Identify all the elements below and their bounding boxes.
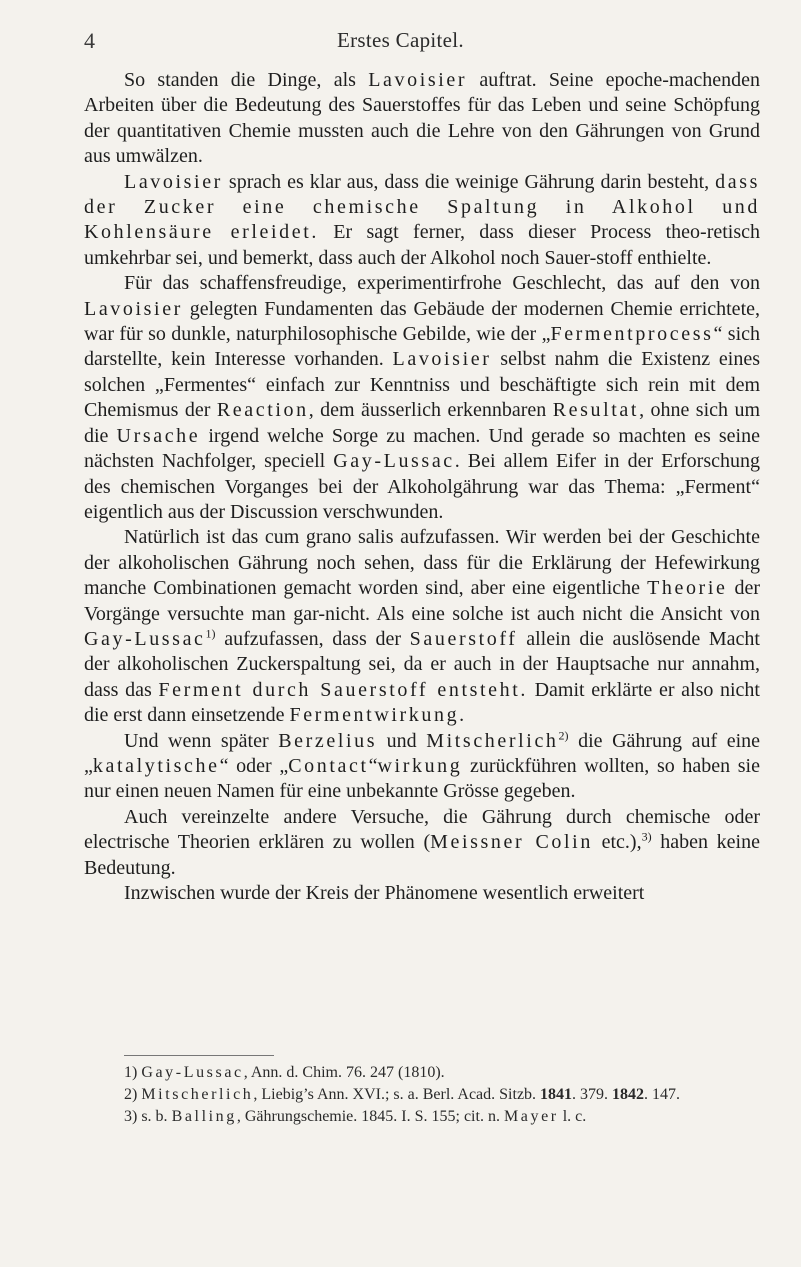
text-run: l. c. <box>558 1108 587 1125</box>
spaced-emphasis: Resultat <box>552 399 640 422</box>
footnote-ref: 3) <box>641 829 652 844</box>
spaced-emphasis: Lavoisier <box>84 297 183 320</box>
text-run: . 379. <box>572 1086 613 1103</box>
spaced-emphasis: dass der Zucker eine chemische Spaltung in Alkohol und Kohlensäure erleidet. <box>84 170 760 244</box>
spaced-emphasis: Sauerstoff <box>409 627 518 650</box>
spaced-emphasis: Mitscherlich <box>141 1086 254 1103</box>
text-run: Auch vereinzelte andere Versuche, die Gährung durch chemische oder electrische Theorien erklären zu wollen ( <box>84 805 760 854</box>
text-run: , dem äusserlich erkennbaren <box>308 399 553 422</box>
text-run: , ohne sich um die <box>84 399 760 447</box>
footnote-divider <box>124 1055 274 1056</box>
text-run: haben keine Bedeutung. <box>84 831 760 879</box>
text-run: sprach es klar aus, dass die weinige Gährung darin besteht, <box>222 170 716 193</box>
spaced-emphasis: Theorie <box>647 577 728 600</box>
paragraph <box>84 881 760 906</box>
spaced-emphasis: Ferment durch Sauerstoff entsteht. <box>158 678 528 701</box>
text-run: “ sich darstellte, kein Interesse vorhanden. <box>84 323 761 371</box>
text-run: So standen die Dinge, als <box>124 69 369 91</box>
paragraph <box>84 271 760 525</box>
text-run: auftrat. Seine epoche-machenden Arbeiten über die Bedeutung des Sauerstoffes für das Leben und seine Schöpfung der quantitativen Chemie mussten auch die Lehre von den Gährungen von Grund aus umwälzen. <box>84 69 760 168</box>
text-run: Damit erklärte er also nicht die erst dann einsetzende <box>84 678 760 727</box>
text-run: und <box>377 729 427 752</box>
text-run: , Ann. d. Chim. 76. 247 (1810). <box>243 1064 445 1081</box>
text-run: “ oder „ <box>219 754 289 777</box>
spaced-emphasis: Gay-Lussac <box>84 627 206 650</box>
text-run: Inzwischen wurde der Kreis der Phänomene wesentlich erweitert <box>124 882 645 904</box>
spaced-emphasis: Lavoisier <box>392 348 492 371</box>
text-run: Er sagt ferner, dass dieser Process theo-retisch umkehrbar sei, und bemerkt, dass auch der Alkohol noch Sauer-stoff enthielte. <box>84 221 760 269</box>
text-run: allein die auslösende Macht der alkoholischen Zuckerspaltung sei, da er auch in der Hauptsache nur annahm, dass das <box>84 627 760 701</box>
paragraph <box>84 170 760 272</box>
footnote-ref: 1) <box>205 626 216 641</box>
footnote-ref: 2) <box>558 727 569 742</box>
text-run: irgend welche Sorge zu machen. Und gerade so machten es seine nächsten Nachfolger, speciell <box>84 424 760 473</box>
text-run: selbst nahm die Existenz eines solchen „Fermentes“ einfach zur Kenntniss und beschäftigte sich rein mit dem Chemismus der <box>84 348 760 422</box>
paragraph <box>84 805 760 881</box>
spaced-emphasis: Lavoisier <box>368 69 468 91</box>
text-run: “ <box>368 754 378 777</box>
text-run: der Vorgänge versuchte man gar-nicht. Als eine solche ist auch nicht die Ansicht von <box>84 577 760 625</box>
spaced-emphasis: Berzelius <box>278 729 378 752</box>
running-title: Erstes Capitel. <box>337 28 464 52</box>
footnote <box>84 1084 760 1106</box>
text-run: . Bei allem Eifer in der Erforschung des chemischen Vorganges bei der Alkoholgährung war das Thema: „Ferment“ eigentlich aus der Discussion verschwunden. <box>84 450 760 523</box>
spaced-emphasis: Contact <box>288 754 369 777</box>
text-run: aufzufassen, dass der <box>215 627 410 650</box>
text-run: 2) <box>124 1086 142 1103</box>
footnote <box>84 1062 760 1084</box>
page-number: 4 <box>84 28 95 53</box>
spaced-emphasis: Ursache <box>116 424 201 447</box>
spaced-emphasis: Fermentwirkung. <box>289 704 467 727</box>
bold-year: 1841 <box>540 1086 573 1103</box>
text-run: 1) <box>124 1064 142 1081</box>
spaced-emphasis: katalytische <box>92 754 220 777</box>
text-run: . 147. <box>644 1086 681 1103</box>
spaced-emphasis: Gay-Lussac <box>333 450 455 473</box>
paragraph <box>84 525 760 728</box>
spaced-emphasis: Mitscherlich <box>426 729 559 752</box>
text-run: , Gährungschemie. 1845. I. S. 155; cit. n. <box>236 1108 504 1125</box>
text-run: 3) s. b. <box>124 1108 172 1125</box>
spaced-emphasis: Gay-Lussac <box>141 1064 244 1081</box>
body-text <box>84 68 760 906</box>
bold-year: 1842 <box>612 1086 645 1103</box>
footnotes <box>84 1062 760 1128</box>
text-run: Und wenn später <box>124 729 279 752</box>
spaced-emphasis: Balling <box>171 1108 237 1125</box>
spaced-emphasis: Mayer <box>503 1108 559 1125</box>
spaced-emphasis: wirkung <box>377 754 463 777</box>
text-run: zurückführen wollten, so haben sie nur einen neuen Namen für eine unbekannte Grösse gegeben. <box>84 754 760 803</box>
text-run: Für das schaffensfreudige, experimentirfrohe Geschlecht, das auf den von <box>124 272 760 295</box>
text-run: , Liebig’s Ann. XVI.; s. a. Berl. Acad. Sitzb. <box>253 1086 541 1103</box>
paragraph <box>84 729 760 805</box>
spaced-emphasis: Meissner Colin <box>430 831 593 854</box>
spaced-emphasis: Reaction <box>216 399 309 422</box>
text-run: Natürlich ist das cum grano salis aufzufassen. Wir werden bei der Geschichte der alkoholischen Gährung noch sehen, dass für die Erklärung der Hefewirkung manche Combinationen gemacht worden sind, aber eine eigentliche <box>84 526 760 600</box>
text-run: die Gährung auf eine „ <box>84 729 761 777</box>
paragraph <box>84 68 760 170</box>
spaced-emphasis: Lavoisier <box>124 170 223 193</box>
text-run: gelegten Fundamenten das Gebäude der modernen Chemie errichtete, war für so dunkle, naturphilosophische Gebilde, wie der „ <box>84 297 760 346</box>
footnote <box>84 1106 760 1128</box>
spaced-emphasis: Fermentprocess <box>550 323 714 346</box>
text-run: etc.), <box>592 831 642 854</box>
